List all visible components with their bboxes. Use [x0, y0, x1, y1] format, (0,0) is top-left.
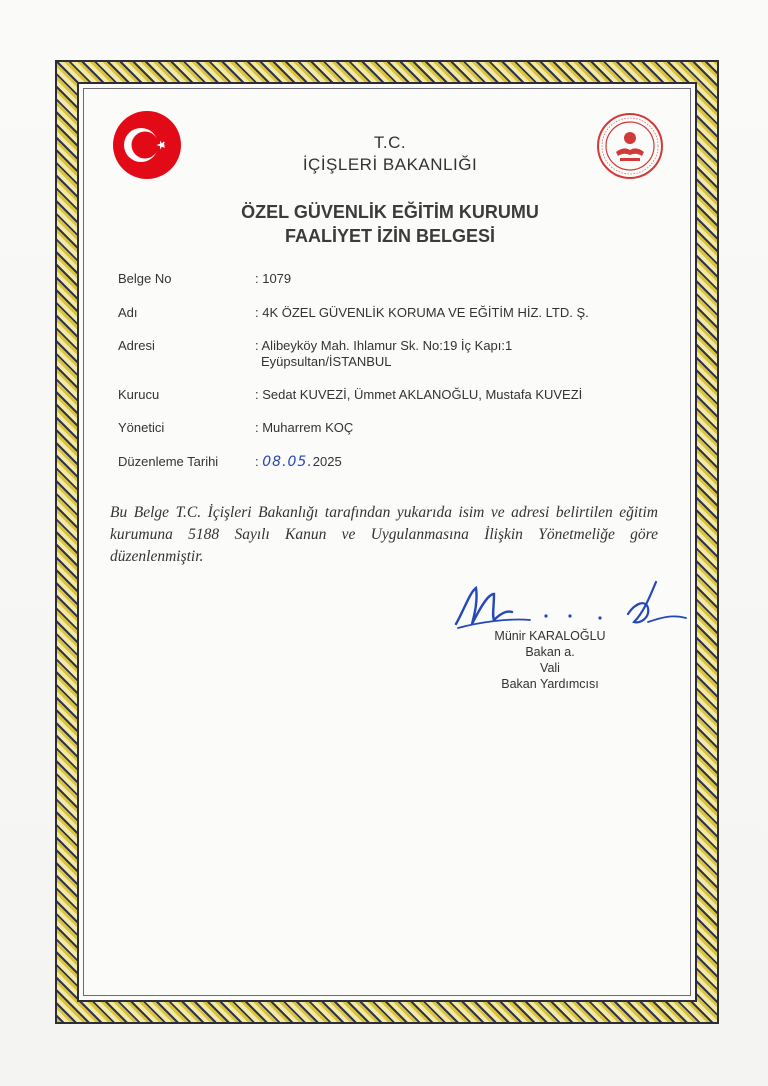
- handwritten-date: 08.05.: [262, 454, 313, 470]
- turkish-flag-icon: [112, 110, 182, 180]
- signer-role-3: Bakan Yardımcısı: [501, 677, 599, 691]
- signer-name: Münir KARALOĞLU: [494, 629, 606, 643]
- field-label: Adresi: [118, 338, 155, 353]
- signer-role-2: Vali: [540, 661, 560, 675]
- signer-block: [470, 628, 630, 692]
- field-value: [255, 338, 655, 370]
- address-line-1: : Alibeyköy Mah. Ihlamur Sk. No:19 İç Kapı:1: [255, 338, 513, 353]
- date-year: 2025: [312, 454, 342, 469]
- date-prefix: :: [255, 454, 259, 469]
- field-value: : 4K ÖZEL GÜVENLİK KORUMA VE EĞİTİM HİZ. LTD. Ş.: [255, 305, 589, 320]
- field-label: Düzenleme Tarihi: [118, 454, 219, 469]
- field-value: [255, 454, 655, 470]
- ministry-header: [230, 132, 550, 176]
- document-title: [170, 200, 610, 248]
- title-line-1: ÖZEL GÜVENLİK EĞİTİM KURUMU: [241, 202, 539, 222]
- field-label: Yönetici: [118, 420, 165, 435]
- field-value: : 1079: [255, 271, 292, 286]
- field-value: : Sedat KUVEZİ, Ümmet AKLANOĞLU, Mustafa KUVEZİ: [255, 387, 583, 402]
- signer-role-1: Bakan a.: [525, 645, 575, 659]
- address-line-2: Eyüpsultan/İSTANBUL: [261, 354, 392, 369]
- field-label: Belge No: [118, 271, 172, 286]
- field-label: Adı: [118, 305, 138, 320]
- header-tc: T.C.: [373, 133, 407, 152]
- legal-statement: Bu Belge T.C. İçişleri Bakanlığı tarafından yukarıda isim ve adresi belirtilen eğitim kurumuna 5188 Sayılı Kanun ve Uygulanmasına İlişkin Yönetmeliğe göre düzenlenmiştir.: [110, 504, 658, 565]
- header-ministry: İÇİŞLERİ BAKANLIĞI: [302, 155, 478, 174]
- field-value: : Muharrem KOÇ: [255, 420, 354, 435]
- title-line-2: FAALİYET İZİN BELGESİ: [284, 226, 495, 246]
- field-label: Kurucu: [118, 387, 160, 402]
- ministry-seal-icon: [596, 112, 664, 180]
